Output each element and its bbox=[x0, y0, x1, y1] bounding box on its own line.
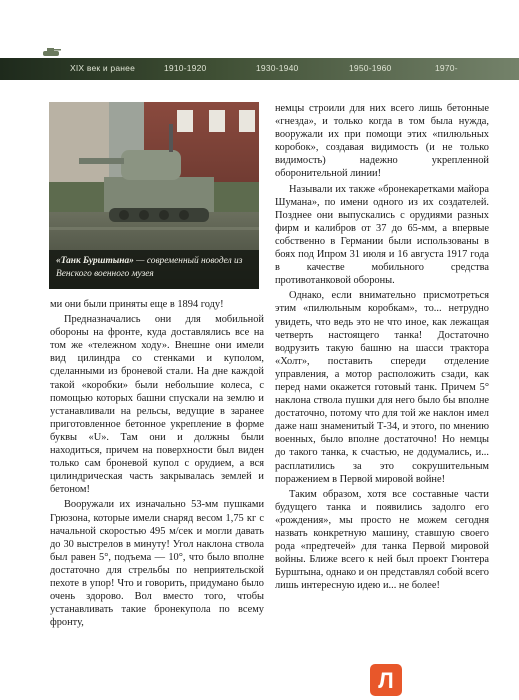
timeline-segment: 1930-1940 bbox=[256, 63, 299, 73]
timeline-segment: 1950-1960 bbox=[349, 63, 392, 73]
timeline-segment: 1910-1920 bbox=[164, 63, 207, 73]
photo-caption bbox=[49, 250, 259, 289]
timeline-bar bbox=[0, 58, 519, 80]
caption-title: «Танк Бурштына» bbox=[56, 256, 134, 266]
left-column bbox=[50, 298, 264, 629]
paragraph: Однако, если внимательно присмотреться этим «пилюльным коробкам», то... нетрудно увидеть, что ведь это не что иное, как лежащая четверть настоящего танка! Достаточно водрузить такую башню на шасси трактора «Холт», поставить спереди отделение управления, а мотор расположить сзади, как перед нами окажется готовый танк. Причем 5° наклона ствола пушки для него было бы вполне достаточно, потому что для той же наклон имел даже наш знаменитый Т-34, и этого, по мнению военных, было вполне достаточно! Но немцы до такого танка, к счастью, не додумались, и... расплатились за это сокрушительным поражением в Первой мировой войне! bbox=[275, 290, 489, 485]
publisher-logo bbox=[370, 664, 402, 696]
paragraph: Таким образом, хотя все составные части будущего танка и появились задолго его «рождения», мы просто не можем сегодня назвать конкретную машину, ставшую своего рода «предтечей» для танка Первой мировой войны. Ближе всего к ней был проект Гюнтера Бурштына, однако и он представлял собой всего лишь интересную идею и... не более! bbox=[275, 488, 489, 592]
timeline-segment: XIX век и ранее bbox=[70, 63, 136, 73]
paragraph: ми они были приняты еще в 1894 году! bbox=[50, 299, 224, 310]
logo-letter: Л bbox=[378, 668, 394, 693]
caption-text: — современный новодел из Венского военного музея bbox=[56, 256, 243, 279]
paragraph: Предназначались они для мобильной обороны на фронте, куда доставлялись все на том же «тележном ходу». Внешне они имели вид цилиндра со стенками и куполом, сделанными из броневой стали. На дне каждой такой «коробки» были небольшие колеса, с помощью которых башни спускали на землю и устанавливали на рельсы, ведущие в заранее приготовленное бетонное укрепление в форме буквы «U». Там они и должны были находиться, причем на поверхности был виден только сам броневой купол с орудием, а вся цилиндрическая часть закрывалась землей и бетоном! bbox=[50, 314, 264, 496]
tank-icon bbox=[40, 46, 62, 58]
paragraph: Называли их также «бронекаретками майора Шумана», по имени одного из их создателей. Позднее они выпускались с орудиями разных фирм и калибров от 37 до 65-мм, а впервые собственно в Германии были использованы в боях под Ипром 31 июля и 16 августа 1917 года в качестве мобильного средства противотанковой обороны. bbox=[275, 183, 489, 287]
timeline-segment: 1970- bbox=[435, 63, 458, 73]
paragraph: немцы строили для них всего лишь бетонные «гнезда», и только когда в том была нужда, вооружали их при помощи этих «пилюльных коробок», создавая видимость (и не только видимость) надежно укрепленной оборонительной линии! bbox=[275, 103, 489, 180]
paragraph: Вооружали их изначально 53-мм пушками Грюзона, которые имели снаряд весом 1,75 кг с начальной скоростью 495 м/сек и могли давать до 30 выстрелов в минуту! Угол наклона ствола был равен 5°, подъема — 10°, что было вполне достаточно для стрельбы по неприятельской пехоте в упор! Что и говорить, придумано было очень здорово. Вол вместо того, чтобы устанавливать такие бронекупола по всему фронту, bbox=[50, 499, 264, 629]
right-column bbox=[275, 102, 489, 592]
